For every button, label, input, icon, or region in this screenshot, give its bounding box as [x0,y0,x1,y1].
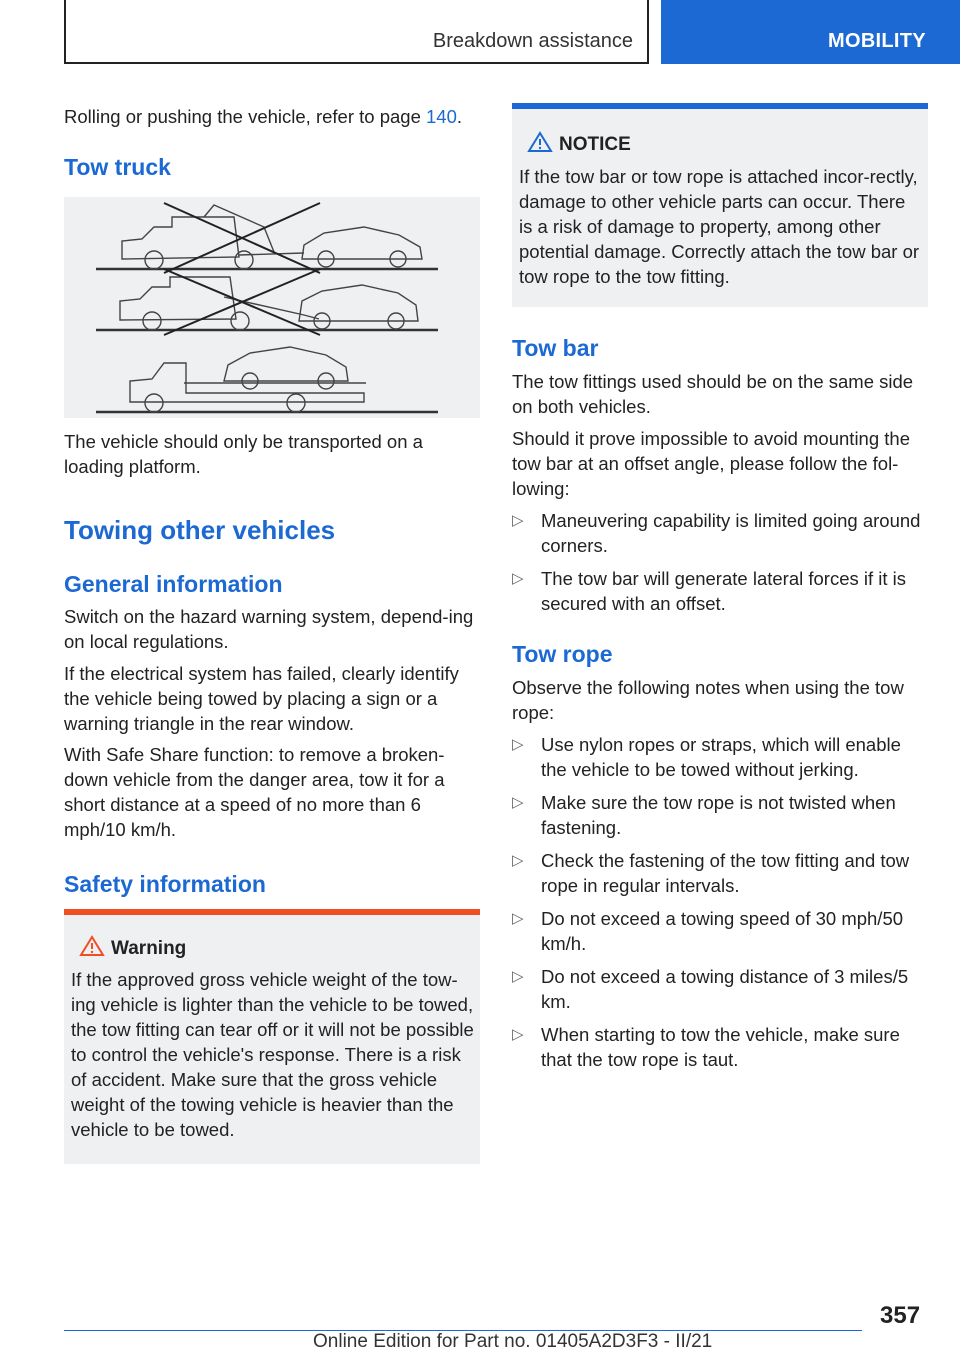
wheel-2a [143,312,161,330]
list-item [512,566,928,616]
warning-bar [64,909,480,915]
wheel-3b [287,394,305,412]
truck-body-1 [122,217,239,259]
triangle-bullet-icon: ▷ [512,512,524,529]
general-heading: General information [64,571,283,597]
triangle-bullet-icon: ▷ [512,1026,524,1043]
tow-bar-paragraph-1: The tow fittings used should be on the same side on both vehicles. [512,371,914,417]
list-item-text: Maneuvering capability is limited going around corners. [541,510,921,556]
list-item-text: The tow bar will generate lateral forces if it is secured with an offset. [541,568,907,614]
tow-bar-paragraph-2: Should it prove impossible to avoid mounting the tow bar at an offset angle, please follow the fol-lowing: [512,428,910,499]
tow-truck-heading: Tow truck [64,154,171,180]
triangle-bullet-icon: ▷ [512,852,524,869]
tow-bar-list [512,508,928,616]
list-item-text: Make sure the tow rope is not twisted when fastening. [541,792,896,838]
wheel-1b [235,251,253,269]
tow-rope-heading: Tow rope [512,641,613,667]
triangle-bullet-icon: ▷ [512,794,524,811]
list-item [512,508,928,558]
triangle-bullet-icon: ▷ [512,910,524,927]
warning-title: Warning [111,938,187,959]
warning-triangle-icon [79,935,105,957]
chapter-title: MOBILITY [828,30,926,52]
triangle-bullet-icon: ▷ [512,968,524,985]
section-title: Breakdown assistance [432,30,633,52]
tow-truck-drawing [64,197,480,418]
towing-heading: Towing other vehicles [64,515,336,545]
list-item-text: Do not exceed a towing speed of 30 mph/50 km/h. [541,908,904,954]
list-item [512,964,928,1014]
general-paragraph-3: With Safe Share function: to remove a broken-down vehicle from the danger area, tow it for a short distance at a speed of no more than 6 mph/10 km/h. [64,744,445,840]
notice-title: NOTICE [559,134,631,155]
wheel-1a [145,251,163,269]
truck-body-2 [120,277,236,320]
list-item [512,1022,928,1072]
wheel-2b [231,312,249,330]
triangle-bullet-icon: ▷ [512,736,524,753]
tow-truck-illustration [64,197,480,418]
tow-rope-paragraph: Observe the following notes when using the tow rope: [512,677,904,723]
notice-triangle-icon [527,131,553,153]
warning-box [64,909,480,1164]
list-item [512,906,928,956]
list-item-text: When starting to tow the vehicle, make sure that the tow rope is taut. [541,1024,900,1070]
wheel-3a [145,394,163,412]
general-paragraph-2: If the electrical system has failed, clearly identify the vehicle being towed by placing a sign or a warning triangle in the rear window. [64,663,459,734]
intro-end: . [456,106,463,127]
list-item-text: Do not exceed a towing distance of 3 miles/5 km. [541,966,909,1012]
list-item [512,732,928,782]
notice-box [512,103,928,307]
list-item-text: Check the fastening of the tow fitting and tow rope in regular intervals. [541,850,910,896]
car-body-3 [224,347,348,381]
page-reference-link[interactable]: 140 [426,106,457,127]
intro-paragraph [64,104,480,129]
intro-text: Rolling or pushing the vehicle, refer to page [64,106,426,127]
list-item [512,848,928,898]
list-item [512,790,928,840]
general-paragraph-1: Switch on the hazard warning system, depend-ing on local regulations. [64,606,474,652]
header-section-box [64,0,649,64]
triangle-bullet-icon: ▷ [512,570,524,587]
notice-text: If the tow bar or tow rope is attached incor-rectly, damage to other vehicle parts can occur. There is a risk of damage to property, among other potential damage. Correctly attach the tow bar or tow rope to the tow fitting. [519,166,920,287]
list-item-text: Use nylon ropes or straps, which will enable the vehicle to be towed without jerking. [541,734,901,780]
page-number: 357 [880,1302,921,1329]
safety-heading: Safety information [64,871,266,897]
tow-bar-heading: Tow bar [512,335,599,361]
tow-truck-text: The vehicle should only be transported on a loading platform. [64,431,423,477]
header-chapter-tab [661,0,960,64]
tow-rope-1 [239,253,304,255]
tow-rope-list [512,732,928,1072]
edition-note: Online Edition for Part no. 01405A2D3F3 - II/21 [313,1331,713,1352]
notice-bar [512,103,928,109]
warning-text: If the approved gross vehicle weight of the tow-ing vehicle is lighter than the vehicle to be towed, the tow fitting can tear off or it will not be possible to control the vehicle's response. There is a risk of accident. Make sure that the gross vehicle weight of the towing vehicle is heavier than the vehicle to be towed. [71,969,474,1140]
